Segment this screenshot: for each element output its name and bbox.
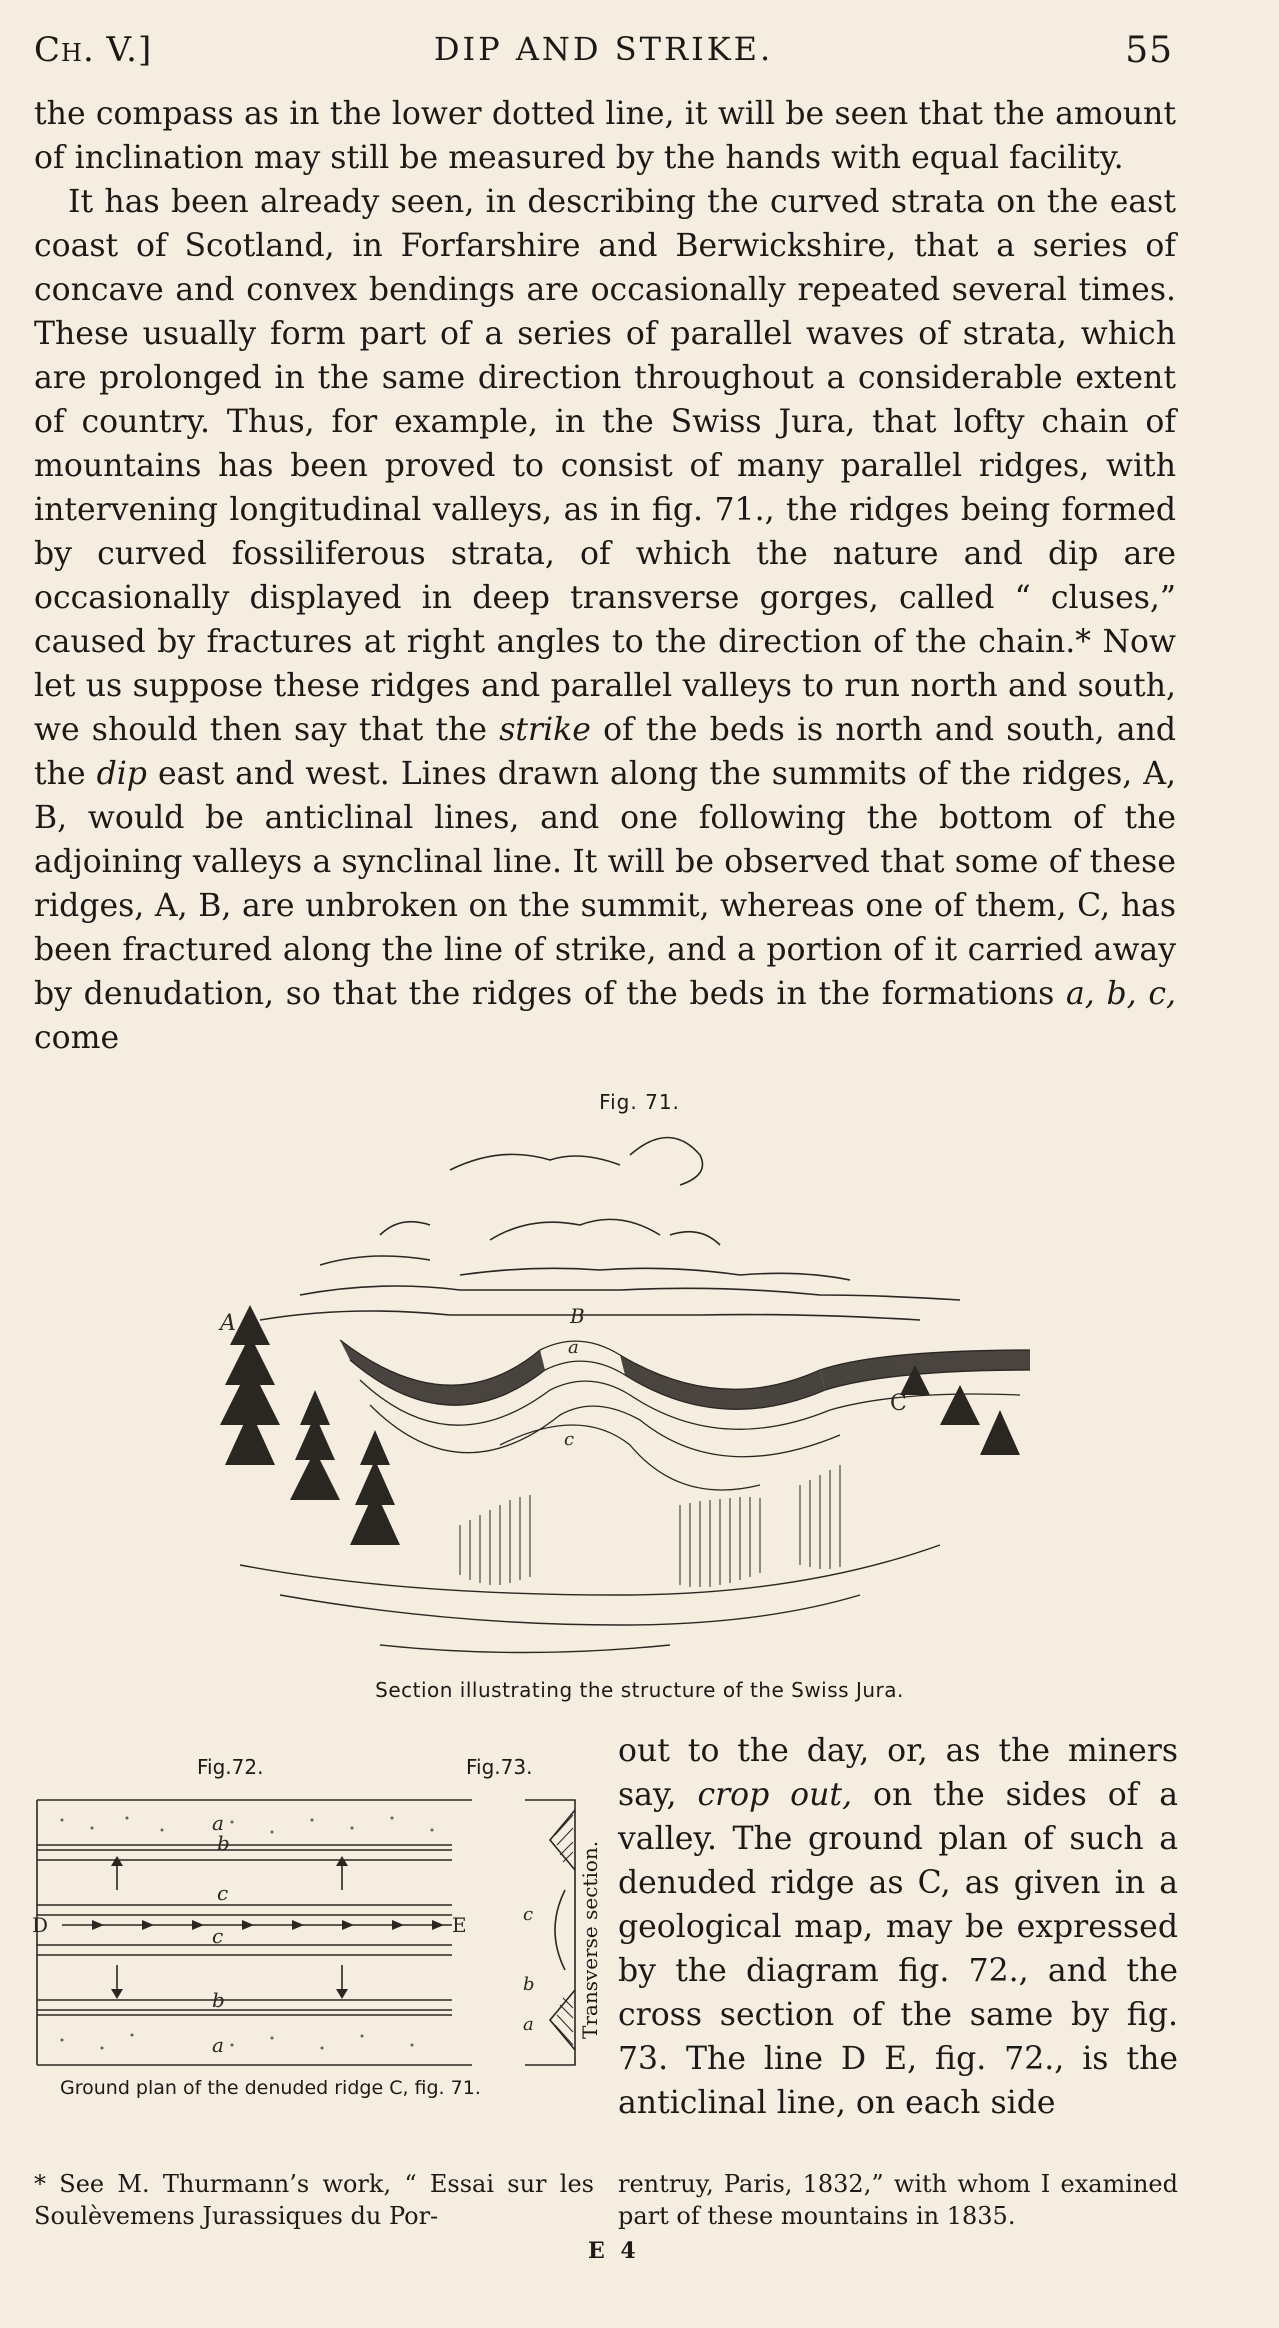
fig71-mark-C: C: [890, 1391, 907, 1416]
chapter-label: Ch. V.]: [34, 30, 153, 70]
side-text-part-a: out to the day, or, as the miners say,: [618, 1733, 1178, 1813]
paragraph-1: the compass as in the lower dotted line, it will be seen that the amount of inclination may still be measured by the hands with equal facility.: [34, 96, 1176, 176]
fig72-mark-b-bottom: b: [212, 1988, 225, 2012]
fig72-mark-a-bottom: a: [212, 2033, 224, 2057]
page-number: 55: [1125, 30, 1173, 71]
fig72-caption: Ground plan of the denuded ridge C, fig. 71.: [60, 2077, 481, 2099]
side-text-part-b: on the sides of a valley. The ground plan of such a denuded ridge as C, as given in a geological map, may be expressed by the diagram fig. 72., and the cross section of the same by fig. 73. The line D E, fig. 72., is the anticlinal line, on each side: [618, 1777, 1178, 2121]
fig71-label: Fig. 71.: [599, 1090, 680, 1114]
main-text: [34, 92, 1176, 1060]
signature-mark: E 4: [588, 2238, 640, 2264]
paragraph-2-part-b: of the beds is north and south, and the: [34, 712, 1177, 792]
fig73-label: Fig.73.: [466, 1755, 533, 1779]
paragraph-2-part-c: east and west. Lines drawn along the summits of the ridges, A, B, would be anticlinal lines, and one following the bottom of the adjoining valleys a synclinal line. It will be observed that some of these ridges, A, B, are unbroken on the summit, whereas one of them, C, has been fractured along the line of strike, and a portion of it carried away by denudation, so that the ridges of the beds in the formations: [34, 756, 1176, 1012]
dip-term: dip: [96, 756, 147, 792]
fig71-mark-a: a: [568, 1337, 579, 1358]
paragraph-2-part-d: come: [34, 1020, 120, 1056]
strike-term: strike: [499, 712, 591, 748]
fig72-mark-a-top: a: [212, 1811, 224, 1835]
fig73-mark-a: a: [523, 2014, 534, 2035]
fig72-mark-c-bottom: c: [212, 1924, 224, 1948]
formations-abc: a, b, c,: [1065, 976, 1176, 1012]
crop-out-term: crop out,: [697, 1777, 853, 1813]
fig72-mark-D: D: [32, 1913, 49, 1937]
fig73-mark-b: b: [523, 1974, 535, 1995]
fig73-mark-c: c: [523, 1904, 534, 1925]
footnote-right: rentruy, Paris, 1832,” with whom I examined part of these mountains in 1835.: [618, 2170, 1178, 2230]
paragraph-2: [34, 180, 1176, 1060]
fig71-mark-A: A: [220, 1311, 236, 1336]
fig72-diagram: [32, 1790, 472, 2070]
fig72-label: Fig.72.: [197, 1755, 264, 1779]
paragraph-2-part-a: It has been already seen, in describing the curved strata on the east coast of Scotland, in Forfarshire and Berwickshire, that a series of concave and convex bendings are occasionally repeated several times. These usually form part of a series of parallel waves of strata, which are prolonged in the same direction throughout a considerable extent of country. Thus, for example, in the Swiss Jura, that lofty chain of mountains has been proved to consist of many parallel ridges, with intervening longitudinal valleys, as in fig. 71., the ridges being formed by curved fossiliferous strata, of which the nature and dip are occasionally displayed in deep transverse gorges, called “ cluses,” caused by fractures at right angles to the direction of the chain.* Now let us suppose these ridges and parallel valleys to run north and south, we should then say that the: [34, 184, 1176, 748]
fig71-caption: Section illustrating the structure of the Swiss Jura.: [375, 1678, 904, 1702]
running-head: [34, 30, 1173, 80]
side-column-text: [618, 1729, 1178, 2125]
fig72-mark-c-top: c: [217, 1881, 229, 1905]
fig71-mark-c: c: [564, 1429, 575, 1450]
page-title: DIP AND STRIKE.: [433, 30, 774, 68]
fig72-mark-b-top: b: [217, 1831, 230, 1855]
fig73-side-label: Transverse section.: [578, 1840, 602, 2040]
fig71-mark-B: B: [570, 1304, 585, 1328]
footnote-left: * See M. Thurmann’s work, “ Essai sur les Soulèvemens Jurassiques du Por-: [34, 2170, 594, 2230]
fig71-illustration: [200, 1125, 1030, 1670]
fig72-mark-E: E: [452, 1913, 467, 1937]
